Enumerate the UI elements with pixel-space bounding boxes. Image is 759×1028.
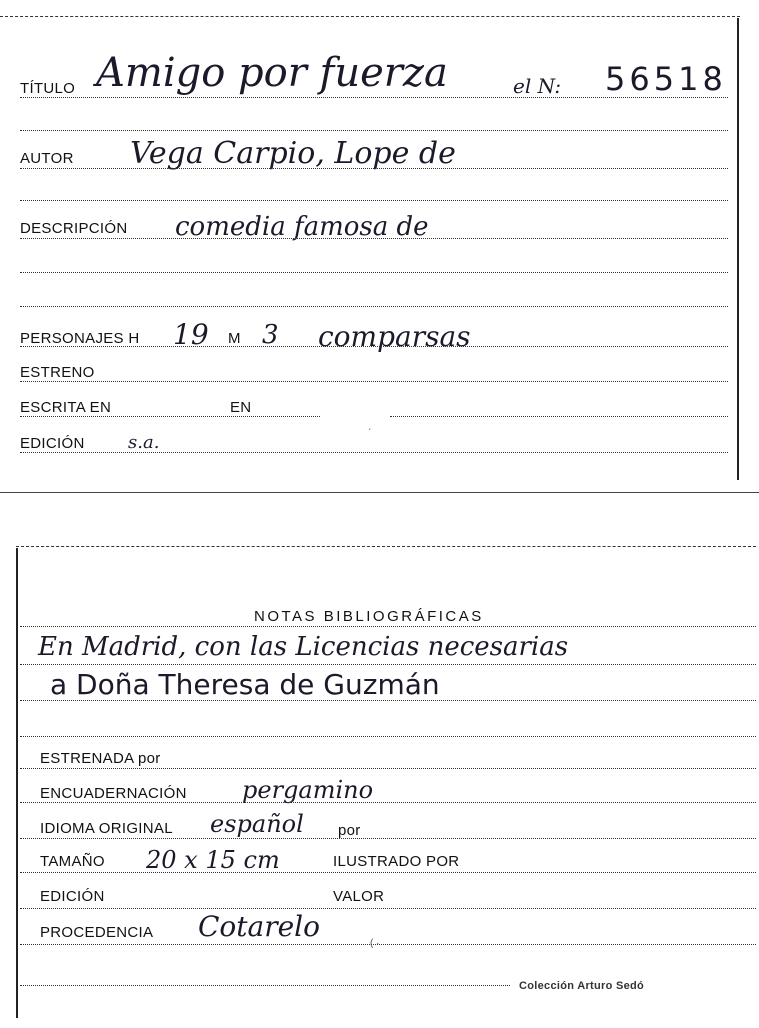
note-line-1: En Madrid, con las Licencias necesarias [38,632,569,662]
tamano-value: 20 x 15 cm [146,846,280,874]
autor-line [20,168,728,169]
escrita-line-b [390,416,728,417]
rule-3 [20,272,728,273]
titulo-line [20,97,728,98]
valor-label: VALOR [333,888,385,905]
tamano-line [20,872,756,873]
card-left-edge [16,548,18,1018]
personajes-label: PERSONAJES H [20,330,140,347]
card-top-edge [16,546,756,547]
idioma-line [20,838,756,839]
stray-mark: ˊ [368,428,372,439]
card-right-edge [737,18,739,480]
personajes-h-value: 19 [173,318,209,351]
card-top-edge [0,16,740,17]
autor-label: AUTOR [20,150,74,167]
ilustrado-label: ILUSTRADO POR [333,853,460,870]
procedencia-label: PROCEDENCIA [40,924,154,941]
ref-value: 56518 [605,60,727,98]
edicion-label: EDICIÓN [20,435,85,452]
estreno-line [20,381,728,382]
rule-0 [20,626,756,627]
en-label: EN [230,399,252,416]
collection-credit: Colección Arturo Sedó [519,980,645,992]
rule-1 [20,664,756,665]
escrita-label: ESCRITA EN [20,399,112,416]
edicion-label: EDICIÓN [40,888,105,905]
note-line-2: a Doña Theresa de Guzmán [50,668,440,701]
idioma-label: IDIOMA ORIGINAL [40,820,173,837]
autor-value: Vega Carpio, Lope de [130,136,456,171]
personajes-extra: comparsas [318,320,471,353]
catalog-card-front [0,0,759,495]
procedencia-line [20,944,756,945]
catalog-card-back [0,540,759,1028]
card-divider [0,492,759,493]
descripcion-value: comedia famosa de [175,212,429,242]
edicion-line [20,908,756,909]
edicion-value: s.a. [128,432,160,453]
rule-1 [20,130,728,131]
descripcion-line [20,238,728,239]
rule-4 [20,306,728,307]
idioma-value: español [210,810,304,838]
escrita-line-a [20,416,320,417]
encuadernacion-label: ENCUADERNACIÓN [40,785,187,802]
stray-mark: ( · [370,938,380,949]
procedencia-value: Cotarelo [198,910,320,943]
titulo-label: TÍTULO [20,80,76,97]
edicion-line [20,452,728,453]
por-label: por [338,822,361,839]
rule-bottom [20,985,510,986]
encuadernacion-value: pergamino [242,776,374,804]
rule-2 [20,700,756,701]
personajes-line [20,346,728,347]
tamano-label: TAMAÑO [40,853,105,870]
estrenada-line [20,768,756,769]
rule-3 [20,736,756,737]
titulo-value: Amigo por fuerza [96,50,448,96]
encuadernacion-line [20,802,756,803]
estreno-label: ESTRENO [20,364,95,381]
personajes-m-value: 3 [262,320,279,350]
rule-2 [20,200,728,201]
descripcion-label: DESCRIPCIÓN [20,220,128,237]
estrenada-label: ESTRENADA por [40,750,161,767]
ref-label: el N: [513,74,562,98]
section-title: NOTAS BIBLIOGRÁFICAS [254,608,484,625]
m-label: M [228,330,241,347]
